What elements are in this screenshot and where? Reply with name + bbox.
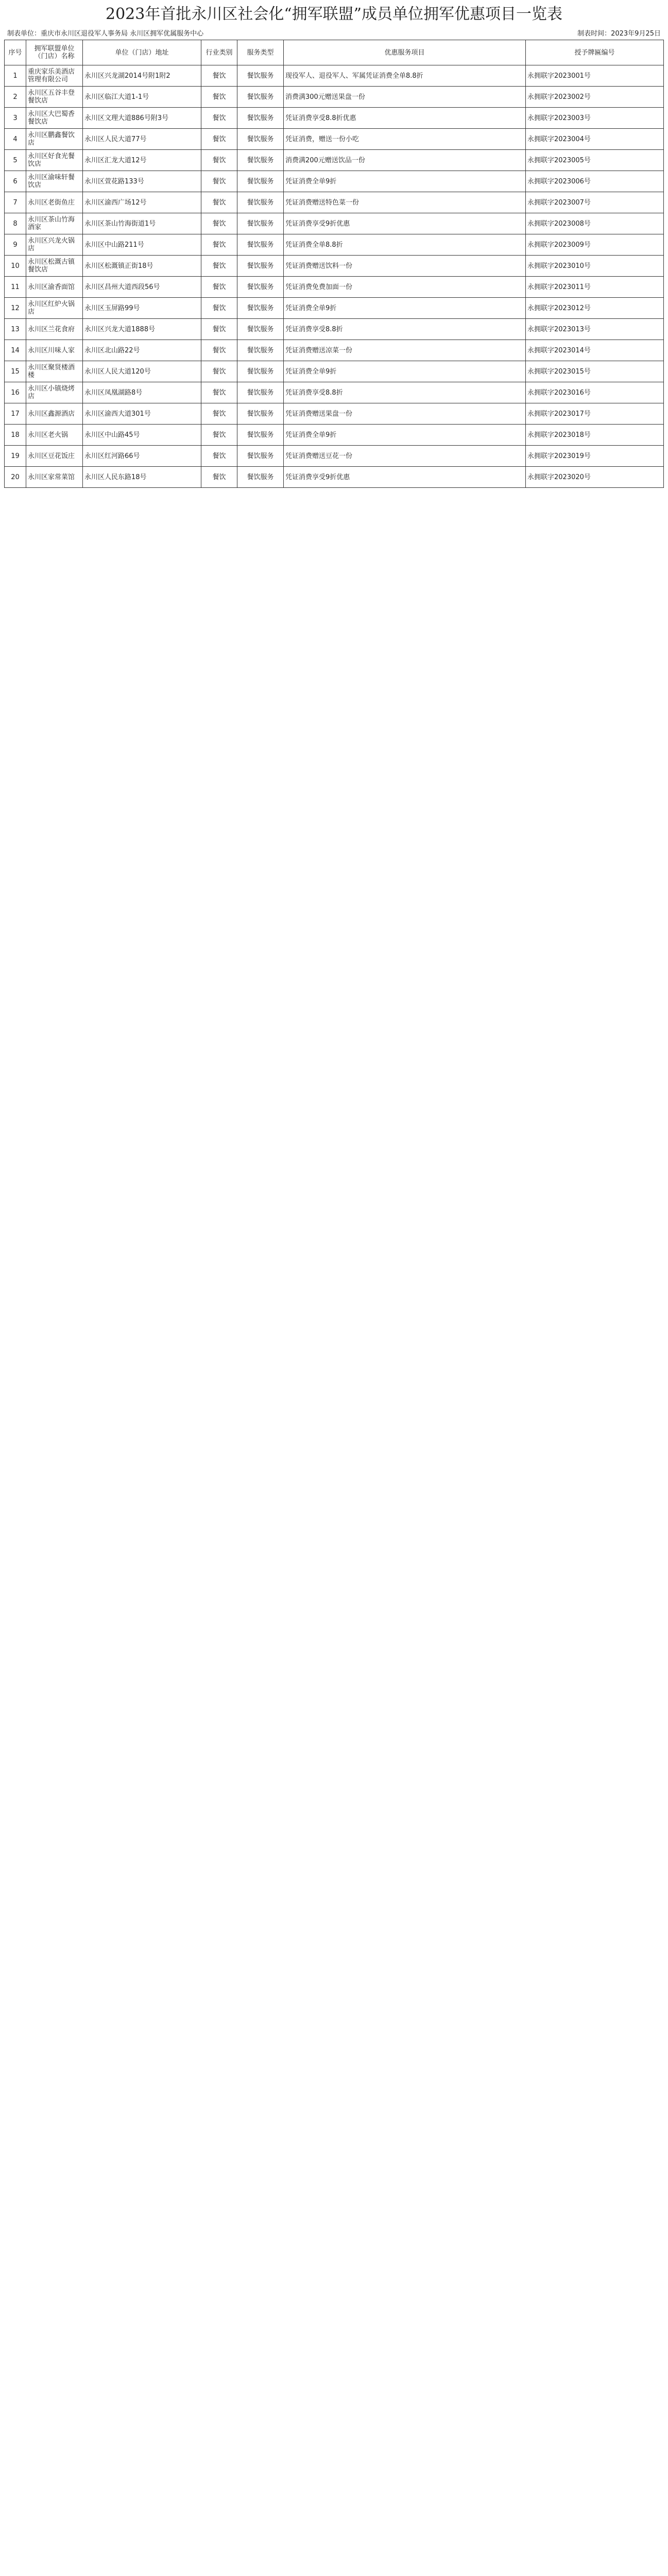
cell-name: 永川区鑫源酒店 (26, 403, 83, 425)
cell-index: 9 (5, 234, 26, 256)
cell-benefit: 凭证消费，赠送一份小吃 (284, 129, 526, 150)
cell-industry: 餐饮 (201, 277, 237, 298)
cell-address: 永川区茶山竹海街道1号 (83, 213, 201, 234)
cell-service-type: 餐饮服务 (237, 446, 284, 467)
cell-benefit: 凭证消费赠送凉菜一份 (284, 340, 526, 361)
cell-index: 3 (5, 108, 26, 129)
cell-name: 永川区渝味轩餐饮店 (26, 171, 83, 192)
cell-service-type: 餐饮服务 (237, 277, 284, 298)
table-row (5, 192, 664, 213)
cell-index: 18 (5, 425, 26, 446)
table-row (5, 361, 664, 382)
cell-benefit: 凭证消费全单9折 (284, 425, 526, 446)
cell-name: 永川区茶山竹海酒家 (26, 213, 83, 234)
table-row (5, 65, 664, 87)
cell-industry: 餐饮 (201, 340, 237, 361)
cell-index: 14 (5, 340, 26, 361)
cell-address: 永川区红河路66号 (83, 446, 201, 467)
cell-name: 永川区兴龙火锅店 (26, 234, 83, 256)
cell-address: 永川区渝西广场12号 (83, 192, 201, 213)
cell-name: 永川区小镇烧烤店 (26, 382, 83, 403)
cell-address: 永川区玉屏路99号 (83, 298, 201, 319)
cell-index: 1 (5, 65, 26, 87)
cell-benefit: 凭证消费全单8.8折 (284, 234, 526, 256)
cell-index: 4 (5, 129, 26, 150)
cell-plaque-number: 永拥联字2023012号 (526, 298, 664, 319)
cell-benefit: 消费满200元赠送饮品一份 (284, 150, 526, 171)
cell-plaque-number: 永拥联字2023002号 (526, 87, 664, 108)
cell-address: 永川区人民大道77号 (83, 129, 201, 150)
cell-index: 20 (5, 467, 26, 488)
table-row (5, 87, 664, 108)
cell-service-type: 餐饮服务 (237, 256, 284, 277)
cell-name: 永川区好食光餐饮店 (26, 150, 83, 171)
cell-plaque-number: 永拥联字2023006号 (526, 171, 664, 192)
cell-industry: 餐饮 (201, 129, 237, 150)
alliance-table (4, 40, 664, 488)
cell-benefit: 凭证消费全单9折 (284, 298, 526, 319)
cell-address: 永川区萱花路133号 (83, 171, 201, 192)
cell-address: 永川区北山路22号 (83, 340, 201, 361)
maker-date: 制表时间：2023年9月25日 (577, 30, 661, 38)
cell-plaque-number: 永拥联字2023015号 (526, 361, 664, 382)
cell-address: 永川区人民东路18号 (83, 467, 201, 488)
header-benefit: 优惠服务项目 (284, 40, 526, 65)
table-meta (0, 25, 668, 40)
cell-industry: 餐饮 (201, 87, 237, 108)
cell-benefit: 凭证消费享受9折优惠 (284, 213, 526, 234)
cell-plaque-number: 永拥联字2023018号 (526, 425, 664, 446)
cell-service-type: 餐饮服务 (237, 319, 284, 340)
cell-industry: 餐饮 (201, 256, 237, 277)
cell-name: 永川区老火锅 (26, 425, 83, 446)
table-header-row (5, 40, 664, 65)
cell-address: 永川区汇龙大道12号 (83, 150, 201, 171)
cell-industry: 餐饮 (201, 382, 237, 403)
cell-service-type: 餐饮服务 (237, 467, 284, 488)
cell-address: 永川区凤凰湖路8号 (83, 382, 201, 403)
header-service-type: 服务类型 (237, 40, 284, 65)
cell-industry: 餐饮 (201, 213, 237, 234)
cell-benefit: 消费满300元赠送果盘一份 (284, 87, 526, 108)
cell-service-type: 餐饮服务 (237, 213, 284, 234)
cell-industry: 餐饮 (201, 403, 237, 425)
cell-index: 19 (5, 446, 26, 467)
cell-name: 永川区大巴蜀香餐饮店 (26, 108, 83, 129)
cell-index: 15 (5, 361, 26, 382)
cell-benefit: 凭证消费赠送特色菜一份 (284, 192, 526, 213)
cell-service-type: 餐饮服务 (237, 129, 284, 150)
cell-index: 8 (5, 213, 26, 234)
table-body (5, 65, 664, 488)
header-plaque-number: 授予牌匾编号 (526, 40, 664, 65)
cell-address: 永川区兴龙湖2014号附1附2 (83, 65, 201, 87)
table-row (5, 298, 664, 319)
cell-industry: 餐饮 (201, 234, 237, 256)
cell-plaque-number: 永拥联字2023013号 (526, 319, 664, 340)
cell-index: 11 (5, 277, 26, 298)
cell-plaque-number: 永拥联字2023009号 (526, 234, 664, 256)
table-row (5, 256, 664, 277)
cell-benefit: 凭证消费赠送豆花一份 (284, 446, 526, 467)
cell-name: 永川区五谷丰登餐饮店 (26, 87, 83, 108)
cell-service-type: 餐饮服务 (237, 65, 284, 87)
cell-name: 重庆家乐美酒店管理有限公司 (26, 65, 83, 87)
table-row (5, 340, 664, 361)
cell-plaque-number: 永拥联字2023011号 (526, 277, 664, 298)
cell-name: 永川区川味人家 (26, 340, 83, 361)
table-row (5, 213, 664, 234)
cell-name: 永川区老街鱼庄 (26, 192, 83, 213)
cell-service-type: 餐饮服务 (237, 108, 284, 129)
table-row (5, 150, 664, 171)
cell-service-type: 餐饮服务 (237, 87, 284, 108)
cell-benefit: 凭证消费享受8.8折 (284, 319, 526, 340)
cell-address: 永川区中山路45号 (83, 425, 201, 446)
cell-benefit: 凭证消费全单9折 (284, 361, 526, 382)
cell-industry: 餐饮 (201, 171, 237, 192)
cell-benefit: 凭证消费全单9折 (284, 171, 526, 192)
cell-service-type: 餐饮服务 (237, 150, 284, 171)
cell-industry: 餐饮 (201, 446, 237, 467)
page-title: 2023年首批永川区社会化“拥军联盟”成员单位拥军优惠项目一览表 (105, 5, 563, 23)
cell-benefit: 现役军人、退役军人、军属凭证消费全单8.8折 (284, 65, 526, 87)
cell-benefit: 凭证消费赠送果盘一份 (284, 403, 526, 425)
cell-benefit: 凭证消费免费加面一份 (284, 277, 526, 298)
cell-plaque-number: 永拥联字2023017号 (526, 403, 664, 425)
cell-industry: 餐饮 (201, 298, 237, 319)
cell-plaque-number: 永拥联字2023005号 (526, 150, 664, 171)
cell-plaque-number: 永拥联字2023020号 (526, 467, 664, 488)
cell-index: 13 (5, 319, 26, 340)
cell-industry: 餐饮 (201, 65, 237, 87)
cell-industry: 餐饮 (201, 108, 237, 129)
cell-address: 永川区中山路211号 (83, 234, 201, 256)
header-index: 序号 (5, 40, 26, 65)
table-row (5, 129, 664, 150)
cell-plaque-number: 永拥联字2023008号 (526, 213, 664, 234)
cell-service-type: 餐饮服务 (237, 361, 284, 382)
cell-industry: 餐饮 (201, 150, 237, 171)
table-row (5, 319, 664, 340)
cell-name: 永川区渝香面馆 (26, 277, 83, 298)
cell-plaque-number: 永拥联字2023016号 (526, 382, 664, 403)
cell-name: 永川区家常菜馆 (26, 467, 83, 488)
cell-address: 永川区昌州大道西段56号 (83, 277, 201, 298)
table-row (5, 446, 664, 467)
cell-name: 永川区聚贤楼酒楼 (26, 361, 83, 382)
cell-plaque-number: 永拥联字2023003号 (526, 108, 664, 129)
cell-index: 2 (5, 87, 26, 108)
cell-index: 16 (5, 382, 26, 403)
cell-name: 永川区豆花饭庄 (26, 446, 83, 467)
cell-industry: 餐饮 (201, 425, 237, 446)
cell-address: 永川区文理大道886号附3号 (83, 108, 201, 129)
cell-service-type: 餐饮服务 (237, 234, 284, 256)
cell-service-type: 餐饮服务 (237, 192, 284, 213)
cell-benefit: 凭证消费享受8.8折 (284, 382, 526, 403)
cell-name: 永川区鹏鑫餐饮店 (26, 129, 83, 150)
cell-address: 永川区人民大道120号 (83, 361, 201, 382)
cell-index: 17 (5, 403, 26, 425)
cell-name: 永川区兰花食府 (26, 319, 83, 340)
header-name: 拥军联盟单位（门店）名称 (26, 40, 83, 65)
cell-plaque-number: 永拥联字2023001号 (526, 65, 664, 87)
cell-index: 12 (5, 298, 26, 319)
maker-unit: 制表单位：重庆市永川区退役军人事务局 永川区拥军优属服务中心 (7, 30, 204, 38)
cell-plaque-number: 永拥联字2023010号 (526, 256, 664, 277)
cell-plaque-number: 永拥联字2023004号 (526, 129, 664, 150)
cell-service-type: 餐饮服务 (237, 425, 284, 446)
table-row (5, 108, 664, 129)
header-industry: 行业类别 (201, 40, 237, 65)
cell-service-type: 餐饮服务 (237, 340, 284, 361)
cell-benefit: 凭证消费享受9折优惠 (284, 467, 526, 488)
cell-address: 永川区松溉镇正街18号 (83, 256, 201, 277)
cell-industry: 餐饮 (201, 361, 237, 382)
table-row (5, 382, 664, 403)
cell-index: 7 (5, 192, 26, 213)
table-row (5, 425, 664, 446)
cell-address: 永川区兴龙大道1888号 (83, 319, 201, 340)
cell-industry: 餐饮 (201, 319, 237, 340)
cell-service-type: 餐饮服务 (237, 403, 284, 425)
document-page (0, 0, 668, 488)
table-row (5, 171, 664, 192)
cell-address: 永川区渝西大道301号 (83, 403, 201, 425)
cell-benefit: 凭证消费赠送饮料一份 (284, 256, 526, 277)
table-row (5, 234, 664, 256)
cell-benefit: 凭证消费享受8.8折优惠 (284, 108, 526, 129)
table-row (5, 403, 664, 425)
cell-plaque-number: 永拥联字2023014号 (526, 340, 664, 361)
cell-name: 永川区红炉火锅店 (26, 298, 83, 319)
table-row (5, 467, 664, 488)
cell-name: 永川区松溉古镇餐饮店 (26, 256, 83, 277)
cell-service-type: 餐饮服务 (237, 382, 284, 403)
table-row (5, 277, 664, 298)
header-address: 单位（门店）地址 (83, 40, 201, 65)
cell-plaque-number: 永拥联字2023019号 (526, 446, 664, 467)
cell-index: 5 (5, 150, 26, 171)
cell-index: 6 (5, 171, 26, 192)
cell-industry: 餐饮 (201, 192, 237, 213)
cell-industry: 餐饮 (201, 467, 237, 488)
cell-service-type: 餐饮服务 (237, 171, 284, 192)
cell-plaque-number: 永拥联字2023007号 (526, 192, 664, 213)
cell-index: 10 (5, 256, 26, 277)
cell-address: 永川区临江大道1-1号 (83, 87, 201, 108)
cell-service-type: 餐饮服务 (237, 298, 284, 319)
